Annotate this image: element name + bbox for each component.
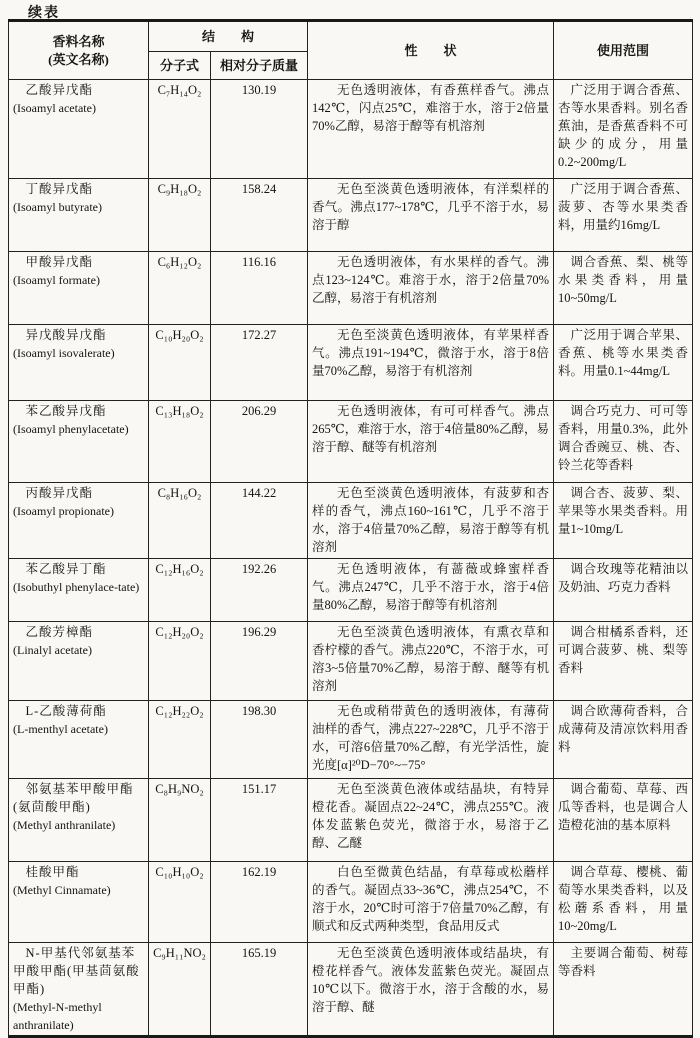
properties-text: 无色至淡黄色透明液体，有洋梨样的香气。沸点177~178℃，几乎不溶于水，易溶于醇 — [308, 179, 554, 252]
usage-text: 调合草莓、樱桃、葡萄等水果类香料，以及松蘑系香料，用量10~20mg/L — [554, 862, 693, 943]
fragrance-name-en: (Methyl anthranilate) — [13, 818, 116, 832]
fragrance-name-cn: 异戊酸异戊酯 — [25, 328, 107, 342]
table-row — [9, 943, 693, 1037]
fragrance-name-en: (Isoamyl acetate) — [13, 101, 96, 115]
molecular-formula: C₁₀H₂₀O₂ — [149, 325, 211, 401]
properties-text: 无色透明液体，有蔷薇或蜂蜜样香气。沸点247℃，几乎不溶于水，溶于4倍量80%乙醇，易溶于醇等有机溶剂 — [308, 559, 554, 622]
cell-name — [9, 179, 149, 252]
fragrance-name-en: (Isobuthyl phenylace-tate) — [13, 580, 140, 594]
fragrance-name-cn: N-甲基代邻氨基苯甲酸甲酯(甲基茴氨酸甲酯) — [13, 946, 140, 996]
cell-name — [9, 325, 149, 401]
table-row — [9, 559, 693, 622]
molecular-weight: 162.19 — [211, 862, 308, 943]
fragrance-name-en: (Isoamyl isovalerate) — [13, 346, 115, 360]
table-row — [9, 779, 693, 862]
fragrance-name-cn: 丁酸异戊酯 — [25, 182, 94, 196]
table-row — [9, 701, 693, 779]
fragrance-name-cn: 乙酸异戊酯 — [25, 83, 94, 97]
cell-name — [9, 622, 149, 701]
header-formula: 分子式 — [149, 52, 211, 80]
cell-name — [9, 559, 149, 622]
molecular-weight: 116.16 — [211, 252, 308, 325]
usage-text: 主要调合葡萄、树莓等香料 — [554, 943, 693, 1037]
table-row — [9, 622, 693, 701]
molecular-weight: 130.19 — [211, 80, 308, 179]
header-name — [9, 21, 149, 80]
usage-text: 调合玫瑰等花精油以及奶油、巧克力香料 — [554, 559, 693, 622]
continued-table-label: 续表 — [28, 6, 60, 21]
usage-text: 调合香蕉、梨、桃等水果类香料，用量10~50mg/L — [554, 252, 693, 325]
cell-name — [9, 252, 149, 325]
fragrance-spec-table — [8, 19, 693, 1038]
properties-text: 无色或稍带黄色的透明液体，有薄荷油样的香气，沸点227~228℃，几乎不溶于水，可溶6倍量70%乙醇，有光学活性，旋光度[α]²⁰D−70°~−75° — [308, 701, 554, 779]
header-row-1 — [9, 21, 693, 52]
fragrance-name-cn: 丙酸异戊酯 — [25, 486, 94, 500]
fragrance-name-cn: L-乙酸薄荷酯 — [25, 704, 107, 718]
usage-text: 调合巧克力、可可等香料，用量0.3%，此外调合香豌豆、桃、杏、铃兰花等香料 — [554, 401, 693, 483]
properties-text: 无色至淡黄色透明液体，有苹果样香气。沸点191~194℃，微溶于水，溶于8倍量70%乙醇，易溶于有机溶剂 — [308, 325, 554, 401]
fragrance-name-cn: 甲酸异戊酯 — [25, 255, 94, 269]
table-row — [9, 179, 693, 252]
fragrance-name-cn: 邻氨基苯甲酸甲酯(氨茴酸甲酯) — [13, 782, 134, 814]
fragrance-name-en: (Isoamyl propionate) — [13, 504, 114, 518]
fragrance-name-en: (Isoamyl phenylacetate) — [13, 422, 129, 436]
fragrance-name-en: (Linalyl acetate) — [13, 643, 92, 657]
table-row — [9, 862, 693, 943]
fragrance-name-cn: 桂酸甲酯 — [25, 865, 80, 879]
properties-text: 无色透明液体，有可可样香气。沸点265℃，难溶于水，溶于4倍量80%乙醇，易溶于醇、醚等有机溶剂 — [308, 401, 554, 483]
usage-text: 调合柑橘系香料，还可调合菠萝、桃、梨等香料 — [554, 622, 693, 701]
molecular-formula: C₆H₁₂O₂ — [149, 252, 211, 325]
cell-name — [9, 943, 149, 1037]
molecular-formula: C₁₀H₁₀O₂ — [149, 862, 211, 943]
table-row — [9, 401, 693, 483]
cell-name — [9, 483, 149, 559]
table-row — [9, 483, 693, 559]
usage-text: 广泛用于调合香蕉、菠萝、杏等水果类香料，用量约16mg/L — [554, 179, 693, 252]
properties-text: 无色至淡黄色透明液体或结晶块，有橙花样香气。液体发蓝紫色荧光。凝固点10℃以下。微溶于水，溶于含酸的水，易溶于醇、醚 — [308, 943, 554, 1037]
fragrance-name-en: (L-menthyl acetate) — [13, 722, 108, 736]
molecular-formula: C₉H₁₁NO₂ — [149, 943, 211, 1037]
fragrance-name-en: (Methyl-N-methyl anthranilate) — [13, 1000, 102, 1032]
cell-name — [9, 401, 149, 483]
table-body — [9, 80, 693, 1037]
header-structure: 结 构 — [149, 21, 308, 52]
molecular-formula: C₁₃H₁₈O₂ — [149, 401, 211, 483]
cell-name — [9, 80, 149, 179]
cell-name — [9, 701, 149, 779]
usage-text: 广泛用于调合香蕉、杏等水果香料。别名香蕉油，是香蕉香料不可缺少的成分，用量0.2~200mg/L — [554, 80, 693, 179]
fragrance-name-en: (Isoamyl formate) — [13, 273, 100, 287]
header-name-line1: 香料名称 — [52, 33, 105, 49]
table-row — [9, 325, 693, 401]
cell-name — [9, 862, 149, 943]
header-usage: 使用范围 — [554, 21, 693, 80]
molecular-formula: C₈H₁₆O₂ — [149, 483, 211, 559]
fragrance-name-cn: 苯乙酸异丁酯 — [25, 562, 107, 576]
header-molecular-mass: 相对分子质量 — [211, 52, 308, 80]
properties-text: 无色至淡黄色液体或结晶块，有特异橙花香。凝固点22~24℃，沸点255℃。液体发蓝紫色荧光，微溶于水，易溶于乙醇、乙醚 — [308, 779, 554, 862]
molecular-weight: 198.30 — [211, 701, 308, 779]
usage-text: 调合欧薄荷香料，合成薄荷及清凉饮料用香料 — [554, 701, 693, 779]
fragrance-name-en: (Isoamyl butyrate) — [13, 200, 102, 214]
molecular-formula: C₉H₁₈O₂ — [149, 179, 211, 252]
molecular-weight: 158.24 — [211, 179, 308, 252]
molecular-formula: C₁₂H₁₆O₂ — [149, 559, 211, 622]
molecular-formula: C₈H₉NO₂ — [149, 779, 211, 862]
molecular-weight: 165.19 — [211, 943, 308, 1037]
properties-text: 无色透明液体，有水果样的香气。沸点123~124℃。难溶于水，溶于2倍量70%乙醇，易溶于有机溶剂 — [308, 252, 554, 325]
molecular-weight: 172.27 — [211, 325, 308, 401]
molecular-weight: 144.22 — [211, 483, 308, 559]
properties-text: 无色至淡黄色透明液体，有熏衣草和香柠檬的香气。沸点220℃，不溶于水，可溶3~5倍量70%乙醇，易溶于醇、醚等有机溶剂 — [308, 622, 554, 701]
molecular-formula: C₇H₁₄O₂ — [149, 80, 211, 179]
molecular-weight: 206.29 — [211, 401, 308, 483]
table-row — [9, 252, 693, 325]
usage-text: 调合杏、菠萝、梨、苹果等水果类香料。用量1~10mg/L — [554, 483, 693, 559]
molecular-formula: C₁₂H₂₀O₂ — [149, 622, 211, 701]
properties-text: 白色至微黄色结晶，有草莓或松蘑样的香气。凝固点33~36℃，沸点254℃，不溶于水，20℃时可溶于7倍量70%乙醇，有顺式和反式两种类型，食品用反式 — [308, 862, 554, 943]
molecular-weight: 196.29 — [211, 622, 308, 701]
fragrance-name-cn: 苯乙酸异戊酯 — [25, 404, 107, 418]
usage-text: 广泛用于调合苹果、香蕉、桃等水果类香料。用量0.1~44mg/L — [554, 325, 693, 401]
table-header — [9, 21, 693, 80]
header-properties: 性 状 — [308, 21, 554, 80]
cell-name — [9, 779, 149, 862]
fragrance-name-en: (Methyl Cinnamate) — [13, 883, 111, 897]
molecular-weight: 192.26 — [211, 559, 308, 622]
header-name-line2: (英文名称) — [48, 51, 109, 67]
usage-text: 调合葡萄、草莓、西瓜等香料，也是调合人造橙花油的基本原料 — [554, 779, 693, 862]
table-row — [9, 80, 693, 179]
molecular-weight: 151.17 — [211, 779, 308, 862]
properties-text: 无色透明液体，有香蕉样香气。沸点142℃，闪点25℃，难溶于水，溶于2倍量70%乙醇，易溶于醇等有机溶剂 — [308, 80, 554, 179]
fragrance-name-cn: 乙酸芳樟酯 — [25, 625, 94, 639]
molecular-formula: C₁₂H₂₂O₂ — [149, 701, 211, 779]
properties-text: 无色至淡黄色透明液体，有菠萝和杏样的香气，沸点160~161℃，几乎不溶于水，溶于4倍量70%乙醇，易溶于醇等有机溶剂 — [308, 483, 554, 559]
